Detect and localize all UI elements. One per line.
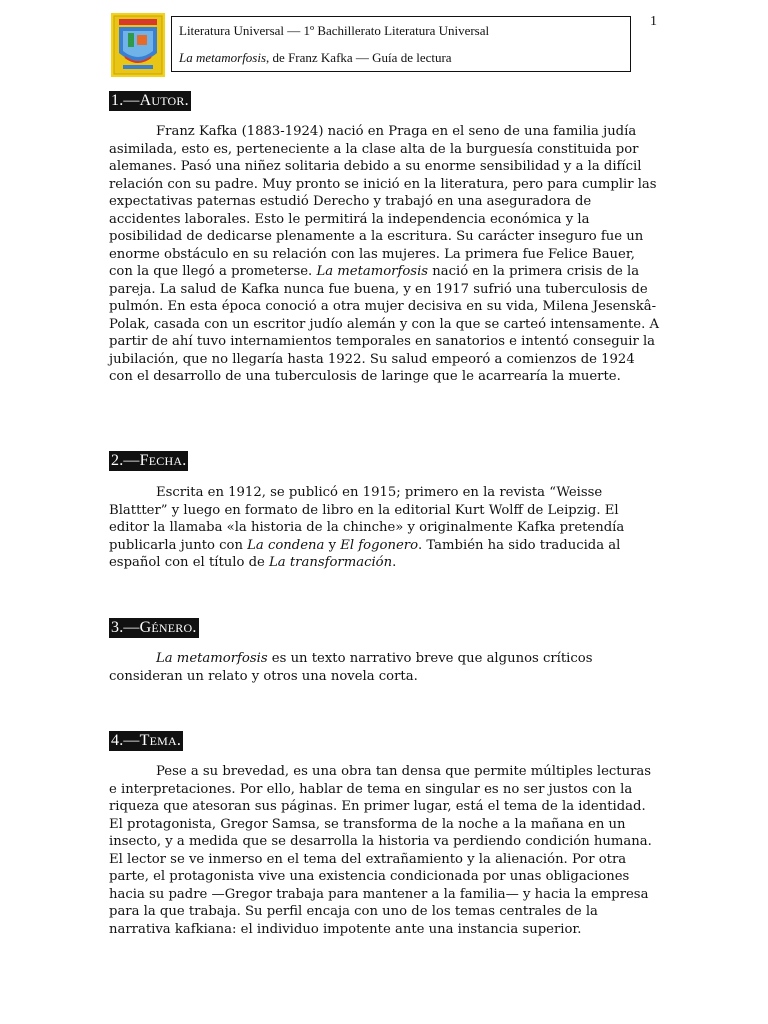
text-run: Pese a su brevedad, es una obra tan densa que permite múltiples lecturas e interpretaciones. Por ello, hablar de tema en singular es no ser justos con la riqueza que atesoran sus páginas. En primer lugar, está el tema de la identidad. El protagonista, Gregor Samsa, se transforma de la noche a la mañana en un insecto, y a medida que se desarrolla la historia va perdiendo condición humana. El lector se ve inmerso en el tema del extrañamiento y la alienación. Por otra parte, el protagonista vive una existencia condicionada por unas obligaciones hacia su padre —Gregor trabaja para mantener a la familia— y hacia la empresa para la que trabaja. Su perfil encaja con uno de los temas centrales de la narrativa kafkiana: el individuo impotente ante una instancia superior. bbox=[109, 764, 652, 937]
italic-title-run: El fogonero bbox=[340, 537, 419, 553]
header-book-title: La metamorfosis bbox=[179, 50, 267, 65]
text-run: es un texto narrativo breve que algunos críticos consideran un relato y otros una novela corta. bbox=[109, 651, 593, 684]
section-heading-genero: 3.—GÉNERO. bbox=[111, 619, 197, 636]
paragraph-tema bbox=[109, 763, 661, 938]
italic-title-run: La transformación bbox=[269, 555, 393, 570]
page-number: 1 bbox=[650, 14, 657, 29]
text-run: Franz Kafka (1883-1924) nació en Praga en el seno de una familia judía asimilada, esto es, perteneciente a la clase alta de la burguesía constituida por alemanes. Pasó una niñez solitaria debido a su enorme sensibilidad y a la difícil relación con su padre. Muy pronto se inició en la literatura, pero para cumplir las expectativas paternas estudió Derecho y trabajó en una aseguradora de accidentes laborales. Esto le permitirá la independencia económica y la posibilidad de dedicarse plenamente a la escritura. Su carácter inseguro fue un enorme obstáculo en su relación con las mujeres. La primera fue Felice Bauer, con la que llegó a prometerse. bbox=[109, 124, 657, 279]
section-heading-fecha: 2.—FECHA. bbox=[111, 452, 187, 469]
header-title bbox=[179, 50, 630, 66]
text-run: y bbox=[324, 537, 341, 553]
text-run: nació en la primera crisis de la pareja. La salud de Kafka nunca fue buena, y en 1917 sufrió una tuberculosis de pulmón. En esta época conoció a otra mujer decisiva en su vida, Milena Jesenskâ-Polak, casada con un escritor judío alemán y con la que se carteó intensamente. A partir de ahí tuvo internamientos temporales en sanatorios e intentó conseguir la jubilación, que no llegaría hasta 1922. Su salud empeoró a comienzos de 1924 con el desarrollo de una tuberculosis de laringe que le acarrearía la muerte. bbox=[109, 264, 659, 384]
paragraph-genero bbox=[109, 650, 661, 685]
section-heading-tema: 4.—TEMA. bbox=[111, 732, 182, 749]
header-course: Literatura Universal — 1º Bachillerato Literatura Universal bbox=[179, 23, 490, 38]
text-run: . También ha sido traducida al español con el título de bbox=[109, 537, 621, 570]
header-subtitle: , de Franz Kafka — Guía de lectura bbox=[266, 50, 452, 65]
italic-title-run: La condena bbox=[247, 537, 325, 553]
text-run: . bbox=[392, 555, 397, 570]
text-run: Escrita en 1912, se publicó en 1915; primero en la revista “Weisse Blattter” y luego en formato de libro en la editorial Kurt Wolff de Leipzig. El editor la llamaba «la historia de la chinche» y originalmente Kafka pretendía publicarla junto con bbox=[109, 485, 625, 553]
paragraph-fecha bbox=[109, 484, 661, 572]
italic-title-run: La metamorfosis bbox=[156, 651, 268, 666]
header-box bbox=[171, 16, 631, 72]
school-logo bbox=[111, 13, 165, 77]
italic-title-run: La metamorfosis bbox=[316, 264, 429, 279]
paragraph-autor bbox=[109, 123, 661, 386]
section-heading-autor: 1.—AUTOR. bbox=[111, 92, 189, 109]
